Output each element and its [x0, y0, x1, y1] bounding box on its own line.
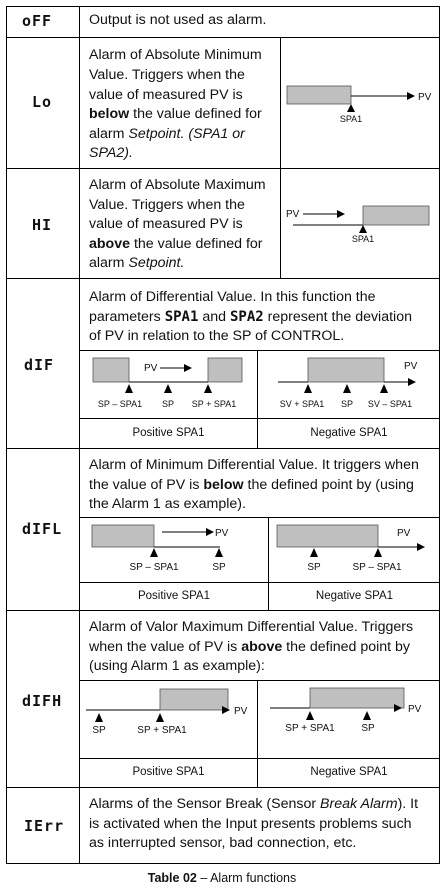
arrow-label: PV	[397, 528, 411, 539]
difh-negative-figure	[258, 681, 439, 758]
arrow-head	[407, 92, 415, 100]
row-code: dIF	[24, 356, 55, 374]
tick-marker	[359, 225, 367, 233]
tick-label: SP	[361, 723, 375, 734]
row-description-line: Alarm of Absolute Maximum	[89, 177, 266, 193]
arrow-label: PV	[144, 363, 158, 374]
tick-label: SP + SPA1	[191, 399, 237, 409]
emphasis: SPA2).	[89, 145, 133, 161]
arrow-head	[337, 210, 345, 218]
caption-label: Table 02	[147, 871, 197, 885]
text-run: represent the deviation	[263, 309, 412, 325]
caption-text: – Alarm functions	[196, 871, 297, 885]
row-code: HI	[32, 216, 53, 234]
text-run: parameters	[89, 309, 165, 325]
hi-alarm-figure	[281, 169, 439, 278]
alarm-zone	[92, 525, 154, 547]
row-code: dIFH	[22, 692, 63, 710]
text-run: the defined point by (using	[243, 477, 414, 493]
alarm-zone	[160, 689, 228, 710]
row-description-line: the Alarm 1 as example).	[89, 496, 246, 512]
text-run: the value defined for	[129, 106, 262, 122]
arrow-head	[408, 378, 416, 386]
arrow-head	[184, 364, 192, 372]
tick-label: SP	[307, 562, 321, 573]
row-description-line: Value. Triggers when the	[89, 197, 245, 213]
row-description-line	[89, 105, 262, 124]
row-description-line: Alarm of Valor Maximum Differential Value. Triggers	[89, 619, 414, 635]
tick-marker	[164, 384, 172, 393]
row-description-line	[89, 144, 133, 163]
parameter-code: SPA2	[229, 309, 264, 325]
figure-divider	[79, 418, 440, 419]
row-code: dIFL	[22, 520, 63, 538]
row-code: IErr	[24, 817, 65, 835]
text-run: the defined point by	[282, 639, 411, 655]
alarm-zone	[310, 688, 404, 708]
emphasis: below	[89, 106, 130, 122]
row-description-line	[89, 235, 263, 254]
row-description-line	[89, 638, 410, 657]
emphasis: Break Alarm	[320, 796, 398, 812]
text-run: alarm	[89, 126, 129, 142]
arrow-label: PV	[408, 704, 422, 715]
text-run: and	[198, 309, 230, 325]
alarm-zone	[277, 525, 378, 547]
arrow-label: PV	[418, 92, 432, 103]
arrow-label: PV	[404, 361, 418, 372]
figure-caption: Positive SPA1	[132, 766, 205, 778]
lo-alarm-figure	[281, 38, 439, 168]
difl-positive-figure	[80, 518, 268, 582]
alarm-zone	[363, 206, 429, 225]
text-run: the value defined for	[130, 236, 263, 252]
tick-label: SP + SPA1	[137, 725, 187, 736]
emphasis: Setpoint.	[128, 255, 185, 271]
arrow-head	[417, 543, 425, 551]
tick-marker	[150, 548, 158, 557]
text-run: Alarms of the Sensor Break (Sensor	[89, 796, 321, 812]
tick-label: SP	[161, 399, 175, 409]
row-code: Lo	[32, 93, 53, 111]
row-description: Output is not used as alarm.	[89, 12, 267, 28]
emphasis: below	[203, 477, 244, 493]
arrow-head	[206, 528, 214, 536]
text-run: ). It	[397, 796, 419, 812]
tick-marker	[343, 384, 351, 393]
row-description-line: (using Alarm 1 as example):	[89, 658, 265, 674]
tick-label: SPA1	[351, 234, 375, 244]
text-run: alarm	[89, 255, 129, 271]
arrow-label: PV	[286, 209, 300, 220]
difl-negative-figure	[269, 518, 439, 582]
tick-label: SP – SPA1	[97, 399, 143, 409]
tick-label: SPA1	[339, 114, 363, 124]
difh-positive-figure	[80, 681, 256, 758]
row-description-line: Alarm of Absolute Minimum	[89, 47, 262, 63]
row-divider	[6, 448, 440, 449]
tick-label: SV + SPA1	[279, 399, 325, 409]
dif-negative-figure	[258, 351, 439, 418]
emphasis: above	[89, 236, 131, 252]
figure-divider	[79, 582, 440, 583]
tick-label: SV – SPA1	[367, 399, 413, 409]
tick-marker	[156, 713, 164, 722]
row-description-line	[89, 254, 184, 273]
row-description-line	[89, 795, 418, 814]
figure-caption: Positive SPA1	[137, 590, 210, 602]
tick-marker	[363, 711, 371, 720]
alarm-zone	[308, 358, 384, 382]
row-description-line: value of measured PV is	[89, 216, 243, 232]
alarm-zone	[208, 358, 242, 382]
arrow-label: PV	[234, 706, 248, 717]
tick-marker	[380, 384, 388, 393]
figure-caption: Negative SPA1	[310, 766, 388, 778]
figure-caption: Negative SPA1	[310, 427, 388, 439]
dif-positive-figure	[80, 351, 256, 418]
alarm-zone	[93, 358, 129, 382]
tick-marker	[347, 104, 355, 112]
row-description-line: is activated when the Input presents problems such	[89, 816, 412, 832]
emphasis: Setpoint. (SPA1 or	[128, 126, 245, 142]
emphasis: above	[241, 639, 283, 655]
tick-marker	[310, 548, 318, 557]
parameter-code: SPA1	[164, 309, 199, 325]
row-description-line	[89, 476, 414, 495]
tick-label: SP	[340, 399, 354, 409]
row-description-line	[89, 308, 412, 327]
row-divider	[6, 278, 440, 279]
row-description-line	[89, 125, 245, 144]
row-divider	[6, 787, 440, 788]
tick-marker	[215, 548, 223, 557]
table-caption	[0, 871, 444, 885]
tick-marker	[304, 384, 312, 393]
tick-marker	[374, 548, 382, 557]
tick-label: SP – SPA1	[129, 562, 179, 573]
tick-marker	[204, 384, 212, 393]
tick-label: SP + SPA1	[285, 723, 335, 734]
tick-marker	[125, 384, 133, 393]
row-description-line: Value. Triggers when the	[89, 67, 245, 83]
tick-label: SP	[212, 562, 226, 573]
row-description-line: value of measured PV is	[89, 87, 243, 103]
tick-label: SP	[92, 725, 106, 736]
figure-caption: Positive SPA1	[132, 427, 205, 439]
row-code: oFF	[22, 12, 53, 30]
tick-label: SP – SPA1	[352, 562, 402, 573]
row-description-line: Alarm of Minimum Differential Value. It triggers when	[89, 457, 419, 473]
text-run: when the value of PV is	[89, 639, 242, 655]
row-description-line: Alarm of Differential Value. In this function the	[89, 289, 376, 305]
tick-marker	[306, 711, 314, 720]
row-divider	[6, 610, 440, 611]
row-description-line: as interrupted sensor, bad connection, etc.	[89, 835, 357, 851]
arrow-label: PV	[215, 528, 229, 539]
alarm-zone	[287, 86, 351, 104]
figure-divider	[79, 758, 440, 759]
row-description-line: of PV in relation to the SP of CONTROL.	[89, 328, 345, 344]
text-run: the value of PV is	[89, 477, 204, 493]
tick-marker	[95, 713, 103, 722]
figure-caption: Negative SPA1	[315, 590, 394, 602]
